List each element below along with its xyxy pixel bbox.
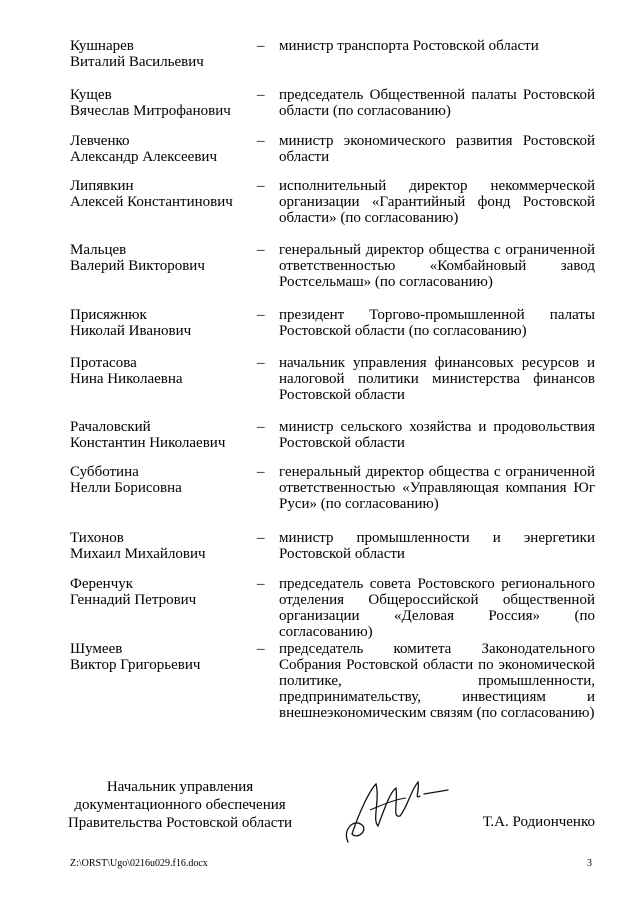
member-name <box>70 530 250 562</box>
member-given-names: Нелли Борисовна <box>70 480 182 496</box>
member-surname: Ференчук <box>70 576 134 592</box>
member-surname: Субботина <box>70 464 139 480</box>
member-role: министр промышленности и энергетики Ростовской области <box>279 530 595 562</box>
member-surname: Липявкин <box>70 178 134 194</box>
dash-separator: – <box>257 178 265 194</box>
member-surname: Протасова <box>70 355 137 371</box>
member-role: министр экономического развития Ростовской области <box>279 133 595 165</box>
member-name <box>70 178 250 210</box>
member-name <box>70 419 250 451</box>
dash-separator: – <box>257 242 265 258</box>
dash-separator: – <box>257 38 265 54</box>
dash-separator: – <box>257 530 265 546</box>
member-role: председатель совета Ростовского регионального отделения Общероссийской общественной организации «Деловая Россия» (по согласованию) <box>279 576 595 640</box>
member-role: председатель Общественной палаты Ростовской области (по согласованию) <box>279 87 595 119</box>
member-given-names: Виктор Григорьевич <box>70 657 201 673</box>
member-name <box>70 242 250 274</box>
member-name <box>70 641 250 673</box>
member-given-names: Валерий Викторович <box>70 258 205 274</box>
member-name <box>70 355 250 387</box>
member-role: председатель комитета Законодательного Собрания Ростовской области по экономической политике, промышленности, предпринимательству, инвестициям и внешнеэкономическим связям (по согласованию) <box>279 641 595 721</box>
member-name <box>70 307 250 339</box>
handwritten-signature <box>340 770 455 850</box>
dash-separator: – <box>257 419 265 435</box>
file-path: Z:\ORST\Ugo\0216u029.f16.docx <box>70 858 208 869</box>
member-name <box>70 576 250 608</box>
member-role: генеральный директор общества с ограниченной ответственностью «Управляющая компания Юг Руси» (по согласованию) <box>279 464 595 512</box>
member-name <box>70 464 250 496</box>
member-given-names: Михаил Михайлович <box>70 546 206 562</box>
member-name <box>70 38 250 70</box>
member-name <box>70 87 250 119</box>
member-role: министр сельского хозяйства и продовольствия Ростовской области <box>279 419 595 451</box>
signatory-name: Т.А. Родионченко <box>482 814 595 830</box>
member-surname: Присяжнюк <box>70 307 147 323</box>
dash-separator: – <box>257 307 265 323</box>
member-role: министр транспорта Ростовской области <box>279 38 539 54</box>
member-name <box>70 133 250 165</box>
member-surname: Рачаловский <box>70 419 151 435</box>
dash-separator: – <box>257 355 265 371</box>
member-given-names: Вячеслав Митрофанович <box>70 103 231 119</box>
dash-separator: – <box>257 133 265 149</box>
member-role: начальник управления финансовых ресурсов и налоговой политики министерства финансов Ростовской области <box>279 355 595 403</box>
member-given-names: Нина Николаевна <box>70 371 183 387</box>
dash-separator: – <box>257 87 265 103</box>
member-given-names: Александр Алексеевич <box>70 149 217 165</box>
member-given-names: Геннадий Петрович <box>70 592 197 608</box>
member-given-names: Виталий Васильевич <box>70 54 204 70</box>
position-line: Правительства Ростовской области <box>67 815 293 831</box>
member-surname: Кущев <box>70 87 112 103</box>
dash-separator: – <box>257 464 265 480</box>
member-surname: Левченко <box>70 133 130 149</box>
member-role: генеральный директор общества с ограниченной ответственностью «Комбайновый завод Ростсельмаш» (по согласованию) <box>279 242 595 290</box>
member-surname: Тихонов <box>70 530 124 546</box>
member-role: президент Торгово-промышленной палаты Ростовской области (по согласованию) <box>279 307 595 339</box>
member-given-names: Константин Николаевич <box>70 435 226 451</box>
dash-separator: – <box>257 641 265 657</box>
member-surname: Шумеев <box>70 641 123 657</box>
member-given-names: Николай Иванович <box>70 323 192 339</box>
position-line: Начальник управления <box>106 779 254 795</box>
position-line: документационного обеспечения <box>74 797 286 813</box>
page-number: 3 <box>587 858 592 869</box>
member-surname: Кушнарев <box>70 38 134 54</box>
member-role: исполнительный директор некоммерческой организации «Гарантийный фонд Ростовской области» (по согласованию) <box>279 178 595 226</box>
member-surname: Мальцев <box>70 242 127 258</box>
member-given-names: Алексей Константинович <box>70 194 233 210</box>
signatory-position <box>60 778 300 832</box>
dash-separator: – <box>257 576 265 592</box>
